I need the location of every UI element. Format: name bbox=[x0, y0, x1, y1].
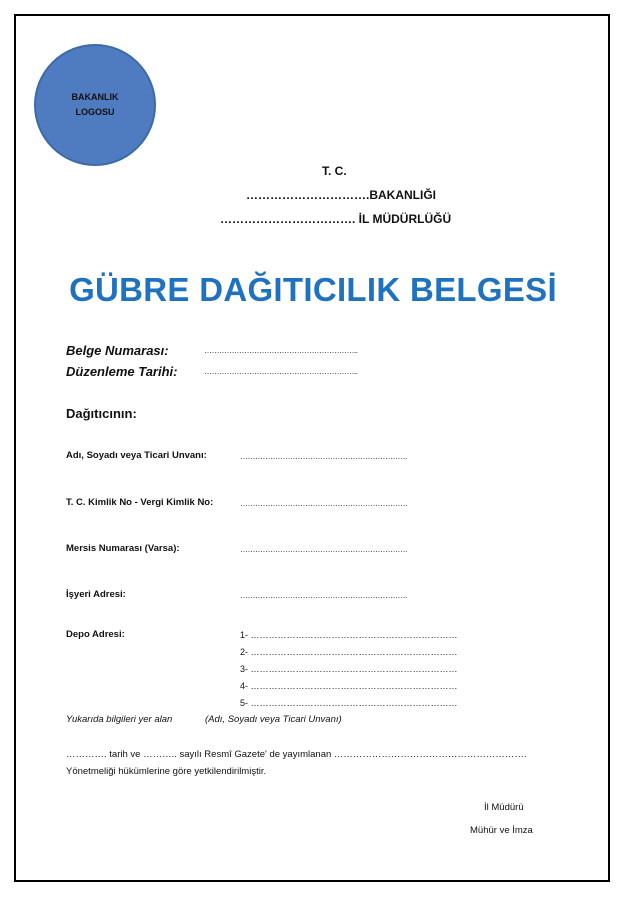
statement-line-2: Yönetmeliği hükümlerine göre yetkilendirilmiştir. bbox=[66, 766, 267, 777]
duzenleme-tarihi-label: Düzenleme Tarihi: bbox=[66, 364, 178, 379]
header-ministry: ………………………….BAKANLIĞI bbox=[246, 188, 436, 202]
depot-address-label: Depo Adresi: bbox=[66, 629, 125, 640]
depot-address-line-4[interactable]: 4- …………………………………………………………… bbox=[240, 681, 458, 691]
ministry-logo-placeholder bbox=[34, 44, 156, 166]
header-directorate: ……………………………. İL MÜDÜRLÜĞÜ bbox=[220, 212, 452, 226]
statement-intro: Yukarıda bilgileri yer alan bbox=[66, 714, 173, 725]
statement-line-1: …………. tarih ve ……….. sayılı Resmî Gazete' de yayımlanan ……………………………………………………. bbox=[66, 749, 527, 760]
belge-numarasi-label: Belge Numarası: bbox=[66, 343, 169, 358]
tax-id-field[interactable]: …………………………………………………………. bbox=[240, 499, 407, 508]
workplace-address-label: İşyeri Adresi: bbox=[66, 589, 126, 600]
distributor-section-title: Dağıtıcının: bbox=[66, 406, 137, 421]
belge-numarasi-field[interactable]: …………………………………………………….. bbox=[204, 346, 358, 355]
tax-id-label: T. C. Kimlik No - Vergi Kimlik No: bbox=[66, 497, 214, 508]
mersis-label: Mersis Numarası (Varsa): bbox=[66, 543, 180, 554]
logo-line-1: BAKANLIK bbox=[71, 92, 119, 102]
statement-name-placeholder: (Adı, Soyadı veya Ticari Unvanı) bbox=[205, 714, 342, 725]
depot-address-line-3[interactable]: 3- …………………………………………………………… bbox=[240, 664, 458, 674]
duzenleme-tarihi-field[interactable]: …………………………………………………….. bbox=[204, 367, 358, 376]
name-field[interactable]: …………………………………………………………. bbox=[240, 452, 407, 461]
name-label: Adı, Soyadı veya Ticari Unvanı: bbox=[66, 450, 207, 461]
document-title: GÜBRE DAĞITICILIK BELGESİ bbox=[69, 271, 557, 308]
depot-address-line-1[interactable]: 1- …………………………………………………………… bbox=[240, 630, 458, 640]
seal-signature-label: Mühür ve İmza bbox=[470, 825, 533, 836]
mersis-field[interactable]: …………………………………………………………. bbox=[240, 545, 407, 554]
depot-address-line-2[interactable]: 2- …………………………………………………………… bbox=[240, 647, 458, 657]
provincial-director-label: İl Müdürü bbox=[484, 802, 524, 813]
header-tc: T. C. bbox=[322, 164, 347, 178]
workplace-address-field[interactable]: …………………………………………………………. bbox=[240, 591, 407, 600]
logo-line-2: LOGOSU bbox=[75, 107, 115, 117]
depot-address-line-5[interactable]: 5- …………………………………………………………… bbox=[240, 698, 458, 708]
